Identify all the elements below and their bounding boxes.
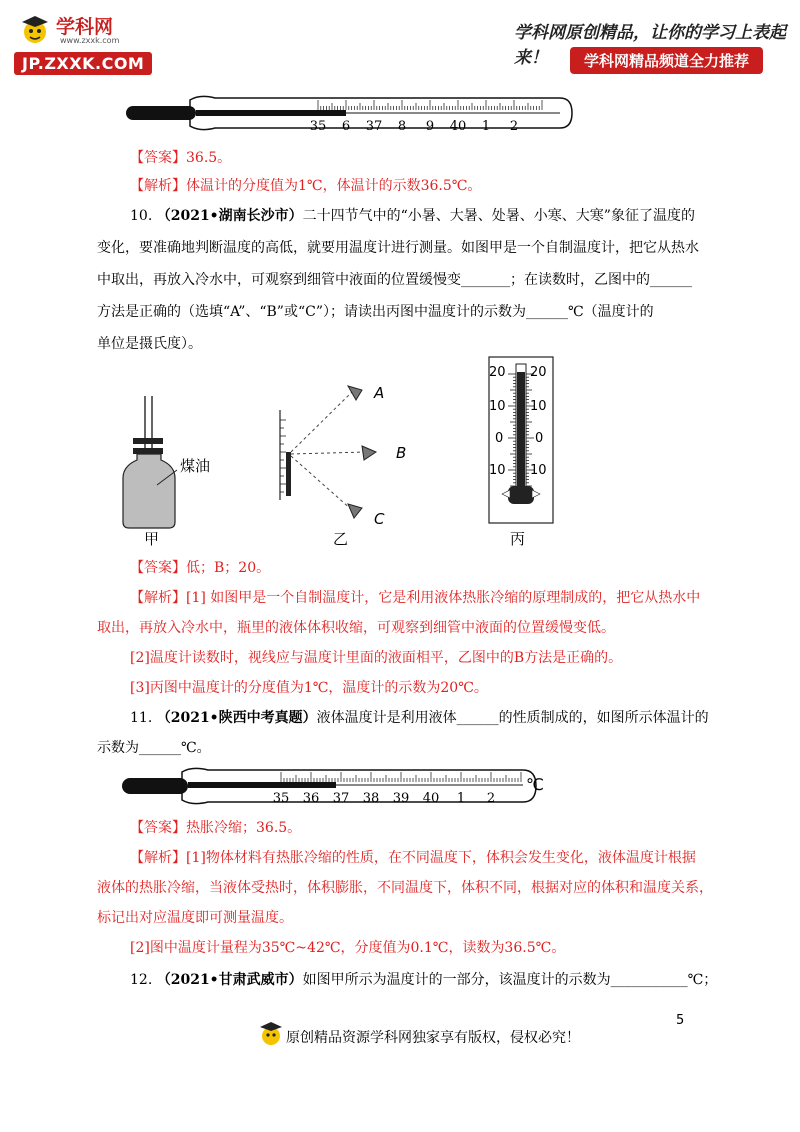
channel-badge: 学科网精品频道全力推荐 xyxy=(570,47,763,74)
bing-scale-left-10: 10 xyxy=(489,399,506,414)
q10-analysis-2: 取出，再放入冷水中，瓶里的液体体积收缩，可观察到细管中液面的位置缓慢变低。 xyxy=(97,620,615,636)
q11-source: （2021•陕西中考真题） xyxy=(156,710,317,726)
thermometer-tick-label: 2 xyxy=(486,791,496,806)
q11-line2: 示数为______℃。 xyxy=(97,740,211,756)
figure-yi-viewing xyxy=(270,380,400,530)
q12-source: （2021•甘肃武威市） xyxy=(156,972,303,988)
figure-jia-liquid-label: 煤油 xyxy=(180,457,211,475)
answer-tag: 【答案】 xyxy=(130,820,186,836)
q10-line1 xyxy=(130,206,695,226)
answer-tag: 【答案】 xyxy=(130,560,186,576)
thermometer-top-figure xyxy=(120,92,580,136)
page-number: 5 xyxy=(676,1013,685,1028)
logo-url[interactable]: JP.ZXXK.COM xyxy=(14,52,152,75)
bing-scale-right-neg10: 10 xyxy=(530,463,547,478)
q10-source: （2021•湖南长沙市） xyxy=(156,208,303,224)
thermometer-tick-label: 37 xyxy=(332,791,350,806)
q10-line2: 变化，要准确地判断温度的高低，就要用温度计进行测量。如图甲是一个自制温度计，把它从热水 xyxy=(97,240,699,256)
q10-number: 10. xyxy=(130,208,153,224)
analysis-tag: 【解析】 xyxy=(130,178,186,194)
analysis-text: 体温计的分度值为1℃，体温计的示数36.5℃。 xyxy=(186,178,482,194)
thermometer-tick-label: 1 xyxy=(481,119,491,134)
figure-yi-label: 乙 xyxy=(333,530,349,548)
thermometer-unit: ℃ xyxy=(526,775,544,794)
bing-scale-right-0: 0 xyxy=(535,431,544,446)
analysis-tag: 【解析】 xyxy=(130,850,186,866)
thermometer-tick-label: 36 xyxy=(302,791,320,806)
figure-yi-point-a: A xyxy=(374,384,385,402)
answer-text: 热胀冷缩；36.5。 xyxy=(186,820,302,836)
answer-text: 低；B；20。 xyxy=(186,560,271,576)
thermometer-q11-figure xyxy=(118,764,558,808)
q10-line3: 中取出，再放入冷水中，可观察到细管中液面的位置缓慢变_______；在读数时，乙图中的______ xyxy=(97,272,692,288)
thermometer-tick-label: 38 xyxy=(362,791,380,806)
bing-scale-right-10: 10 xyxy=(530,399,547,414)
answer-text: 36.5。 xyxy=(186,150,232,166)
bing-scale-left-0: 0 xyxy=(495,431,504,446)
logo-name: 学科网 xyxy=(56,16,114,38)
slogan: 学科网原创精品，让你的学习上表起来！ xyxy=(514,23,786,68)
thermometer-tick-label: 6 xyxy=(341,119,351,134)
q12-number: 12. xyxy=(130,972,153,988)
thermometer-tick-label: 2 xyxy=(509,119,519,134)
q10-line5: 单位是摄氏度）。 xyxy=(97,336,202,352)
q10-answer xyxy=(130,558,270,578)
bing-scale-left-20: 20 xyxy=(489,365,506,380)
liquid-column xyxy=(517,372,525,486)
q11-number: 11. xyxy=(130,710,153,726)
q10-analysis-3: [2]温度计读数时，视线应与温度计里面的液面相平，乙图中的B方法是正确的。 xyxy=(130,650,623,666)
figure-yi-point-c: C xyxy=(374,510,385,528)
q11-analysis-3: 标记出对应温度即可测量温度。 xyxy=(97,910,293,926)
thermometer-tick-label: 1 xyxy=(456,791,466,806)
figure-jia-label: 甲 xyxy=(144,530,160,548)
bulb-icon xyxy=(122,778,188,794)
mercury-column xyxy=(188,782,336,788)
thermometer-tick-label: 40 xyxy=(422,791,440,806)
thermometer-tick-label: 37 xyxy=(365,119,383,134)
mascot-footer-icon xyxy=(258,1018,284,1048)
thermometer-tick-label: 39 xyxy=(392,791,410,806)
q10-line4: 方法是正确的（选填“A”、“B”或“C”）；请读出丙图中温度计的示数为______℃（温度计的 xyxy=(97,304,654,320)
thermometer-tick-label: 35 xyxy=(272,791,290,806)
header xyxy=(0,0,800,80)
q9-answer xyxy=(130,148,231,168)
q12-line1 xyxy=(130,970,717,990)
logo-sub: www.zxxk.com xyxy=(60,36,120,45)
q9-analysis xyxy=(130,176,481,196)
q11-text1: 液体温度计是利用液体______的性质制成的，如图所示体温计的 xyxy=(316,710,709,726)
q12-text1: 如图甲所示为温度计的一部分，该温度计的示数为___________℃； xyxy=(302,972,718,988)
figure-bing-label: 丙 xyxy=(510,530,526,548)
q10-analysis-4: [3]丙图中温度计的分度值为1℃，温度计的示数为20℃。 xyxy=(130,680,488,696)
bing-scale-left-neg10: 10 xyxy=(489,463,506,478)
thermometer-tick-label: 9 xyxy=(425,119,435,134)
q11-analysis-2: 液体的热胀冷缩，当液体受热时，体积膨胀，不同温度下，体积不同，根据对应的体积和温度关系， xyxy=(97,880,713,896)
copyright-notice: 原创精品资源学科网独家享有版权，侵权必究！ xyxy=(286,1030,580,1046)
q11-line1 xyxy=(130,708,709,728)
mascot-logo-icon xyxy=(18,12,52,46)
analysis-tag: 【解析】 xyxy=(130,590,186,606)
figure-yi-point-b: B xyxy=(396,444,407,462)
analysis-text: [1]物体材料有热胀冷缩的性质，在不同温度下，体积会发生变化，液体温度计根据 xyxy=(186,850,696,866)
q10-text1: 二十四节气中的“小暑、大暑、处暑、小寒、大寒”象征了温度的 xyxy=(302,208,695,224)
bing-scale-right-20: 20 xyxy=(530,365,547,380)
answer-tag: 【答案】 xyxy=(130,150,186,166)
q11-answer xyxy=(130,818,301,838)
q11-analysis-4: [2]图中温度计量程为35℃~42℃，分度值为0.1℃，读数为36.5℃。 xyxy=(130,940,566,956)
analysis-text: [1] 如图甲是一个自制温度计，它是利用液体热胀冷缩的原理制成的，把它从热水中 xyxy=(186,590,701,606)
q10-analysis-1 xyxy=(130,588,700,608)
mercury-column xyxy=(196,110,346,116)
q11-analysis-1 xyxy=(130,848,696,868)
thermometer-tick-label: 40 xyxy=(449,119,467,134)
bulb-icon xyxy=(126,106,196,120)
thermometer-tick-label: 8 xyxy=(397,119,407,134)
thermometer-tick-label: 35 xyxy=(309,119,327,134)
